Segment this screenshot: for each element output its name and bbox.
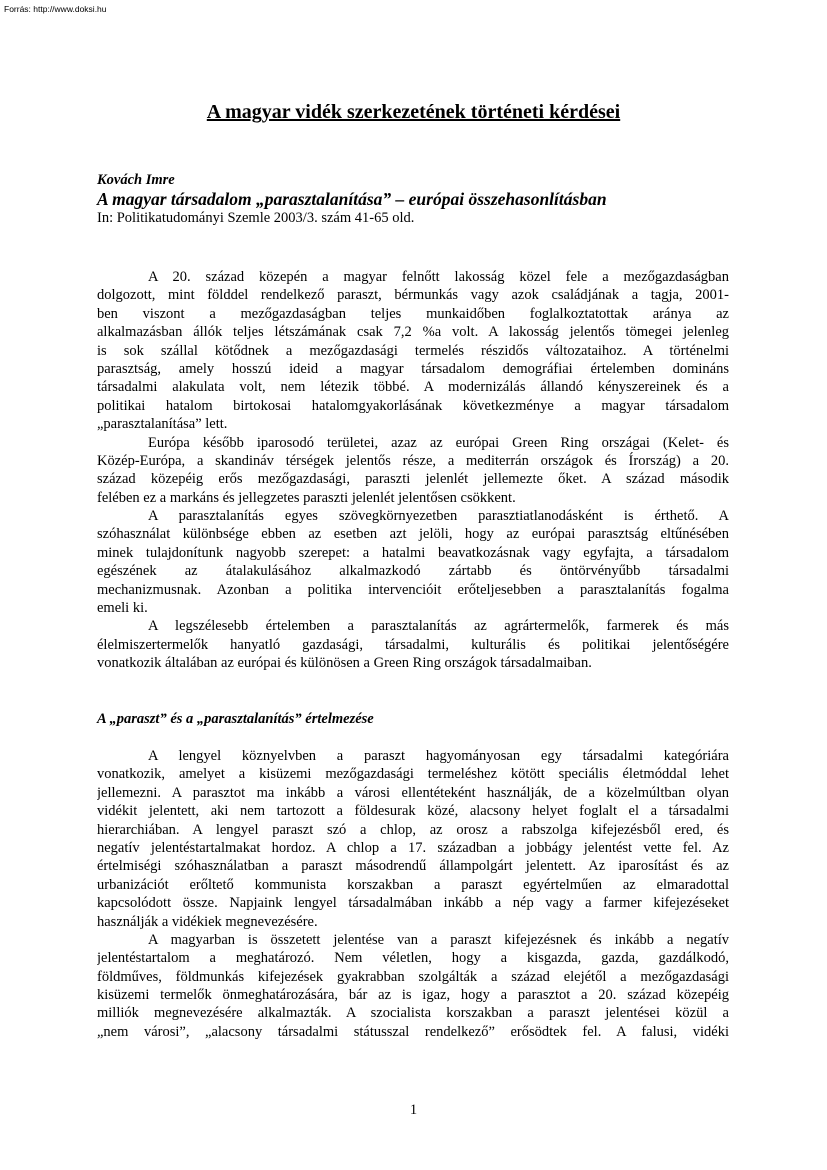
article-title: A magyar társadalom „parasztalanítása” – európai összehasonlításban <box>97 189 607 209</box>
text-line: A magyarban is összetett jelentése van a paraszt kifejezésnek és inkább a negatív <box>148 931 729 948</box>
text-line: földműves, földmunkás kifejezések gyakrabban szolgálták a század elejétől a mezőgazdasági <box>97 968 729 985</box>
text-line: Európa később iparosodó területei, azaz az európai Green Ring országai (Kelet- és <box>148 434 729 451</box>
text-line: értelmiségi szóhasználatban a paraszt másodrendű állampolgárt jelentett. Az iparosítást és az <box>97 858 729 875</box>
text-line: jelentéstartalom a meghatározó. Nem véletlen, hogy a kisgazda, gazda, gazdálkodó, <box>97 950 729 967</box>
text-line: A lengyel köznyelvben a paraszt hagyományosan egy társadalmi kategóriára <box>148 748 729 764</box>
section-1-body <box>97 268 729 673</box>
text-line: vonatkozik általában az európai és különösen a Green Ring országok társadalmaiban. <box>97 655 592 672</box>
text-line: jellemezni. A parasztot ma inkább a városi ellentéteként használják, de a közelmúltban olyan <box>97 784 729 801</box>
text-line: politikai hatalom birtokosai hatalomgyakorlásának következménye a magyar társadalom <box>97 397 729 414</box>
text-line: urbanizációt erőltető kommunista korszakban a paraszt egyértelműen az elmaradottal <box>97 876 729 893</box>
text-line: kapcsolódott össze. Napjaink lengyel társadalmában inkább a nép vagy a farmer kifejezéseket <box>97 895 729 912</box>
text-line: vonatkozik, amelyet a kisüzemi mezőgazdasági termeléshez kötött speciális életmóddal lehet <box>97 766 729 783</box>
text-line: alkalmazásban állók teljes létszámának csak 7,2 %a volt. A lakosság jelentős tömegei jelenleg <box>97 324 729 341</box>
text-line: A 20. század közepén a magyar felnőtt lakosság közel fele a mezőgazdaságban <box>148 269 729 285</box>
source-note: Forrás: http://www.doksi.hu <box>4 4 107 14</box>
document-title: A magyar vidék szerkezetének történeti kérdései <box>206 101 621 123</box>
text-line: század közepéig erős mezőgazdasági, paraszti jelenlét jellemezte őket. A század második <box>97 471 729 488</box>
text-line: A legszélesebb értelemben a parasztalanítás az agrártermelők, farmerek és más <box>148 618 729 635</box>
text-line: is sok szállal kötődnek a mezőgazdasági termelés részidős változataihoz. A történelmi <box>97 342 729 359</box>
author-name: Kovách Imre <box>97 172 175 188</box>
text-line: kisüzemi termelők önmeghatározására, bár az is igaz, hogy a parasztot a 20. század közepéig <box>97 987 729 1004</box>
text-line: A parasztalanítás egyes szövegkörnyezetben parasztiatlanodásként is érthető. A <box>148 508 729 525</box>
text-line: mechanizmusnak. Azonban a politika intervencióit erőteljesebben a parasztalanítás fogalma <box>97 581 729 598</box>
text-line: negatív jelentéstartalmakat hordoz. A chlop a 17. században a jobbágy jelentést vette fel. Az <box>97 839 729 856</box>
citation: In: Politikatudományi Szemle 2003/3. szám 41-65 old. <box>97 210 415 226</box>
text-line: „nem városi”, „alacsony társadalmi státusszal rendelkező” erősödtek fel. A falusi, vidéki <box>97 1023 729 1040</box>
text-line: milliók megnevezésére alkalmazták. A szocialista korszakban a paraszt jelentései közül a <box>97 1005 729 1022</box>
text-line: felében ez a markáns és jellegzetes paraszti jelenlét jelentősen csökkent. <box>97 489 516 506</box>
text-line: használják a vidékiek megnevezésére. <box>97 913 318 930</box>
text-line: ben viszont a mezőgazdaságban teljes munkaidőben foglalkoztatottak aránya az <box>97 305 729 322</box>
text-line: „parasztalanítása” lett. <box>97 416 228 433</box>
page-number: 1 <box>409 1102 418 1118</box>
text-line: élelmiszertermelők hanyatló gazdasági, társadalmi, kulturális és politikai jelentőségére <box>97 636 729 653</box>
text-line: vidékit jelentett, aki nem tartozott a földesurak közé, alacsony helyet foglalt el a társadalmi <box>97 803 729 820</box>
text-line: hierarchiában. A lengyel paraszt szó a chlop, az orosz a rabszolga kifejezésből ered, és <box>97 821 729 838</box>
section-2-body <box>97 747 729 1041</box>
text-line: társadalmi alakulata volt, nem létezik többé. A modernizálás állandó kényszereinek és a <box>97 379 729 396</box>
text-line: dolgozott, mint földdel rendelkező paraszt, bérmunkás vagy azok családjának a tagja, 2001- <box>97 287 729 304</box>
text-line: emeli ki. <box>97 600 148 617</box>
text-line: egészének az átalakulásához alkalmazkodó zártabb és öntörvényűbb társadalmi <box>97 563 729 580</box>
text-line: minek tulajdonítunk nagyobb szerepet: a hatalmi beavatkozásnak vagy egyfajta, a társadalom <box>97 544 729 561</box>
text-line: Közép-Európa, a skandináv térségek jelentős része, a mediterrán országok és Írország) a 20. <box>97 452 729 469</box>
text-line: parasztság, amely hosszú ideid a magyar társadalom demográfiai értelemben domináns <box>97 360 729 377</box>
text-line: szóhasználat különbsége ebben az esetben azt jelöli, hogy az európai parasztság eltűnésében <box>97 526 729 543</box>
section-heading: A „paraszt” és a „parasztalanítás” értelmezése <box>97 711 374 727</box>
